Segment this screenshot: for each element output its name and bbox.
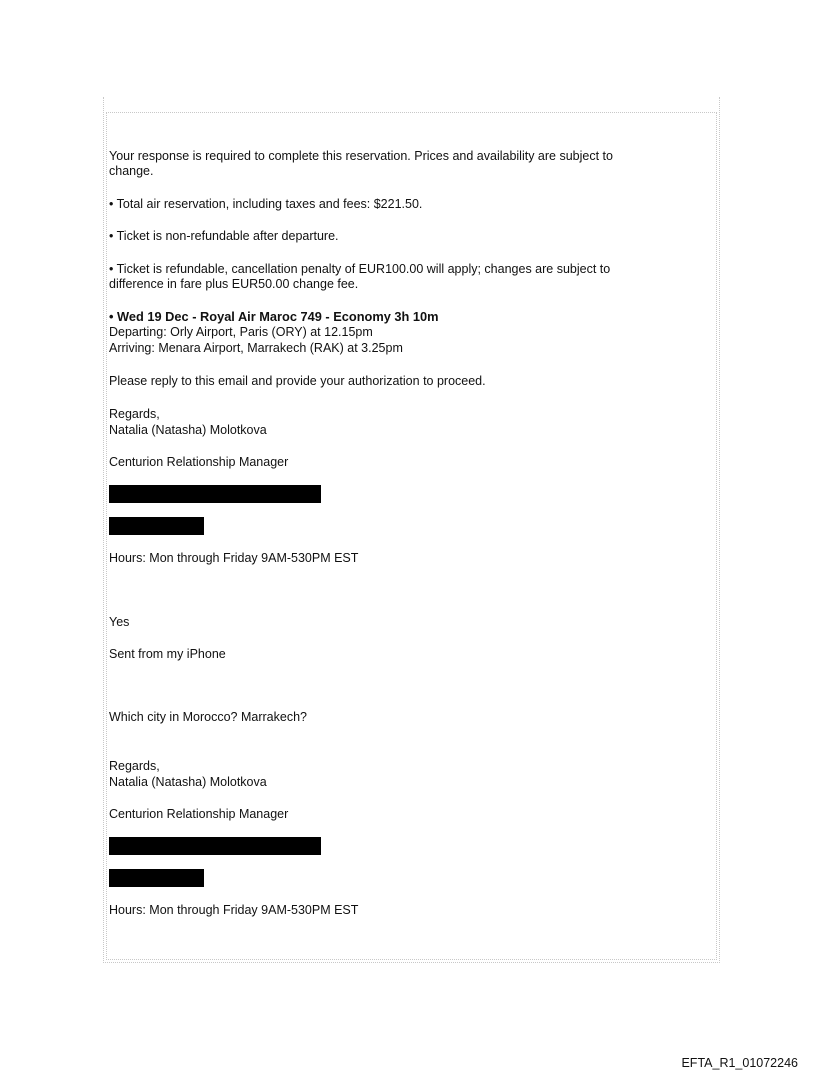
question-city: Which city in Morocco? Marrakech?	[109, 710, 307, 724]
signature-title: Centurion Relationship Manager	[109, 807, 289, 821]
bullet-marker: •	[109, 197, 114, 211]
redaction-bar	[109, 517, 204, 535]
flight-title: • Wed 19 Dec - Royal Air Maroc 749 - Economy 3h 10m	[109, 309, 439, 324]
signature-regards: Regards,	[109, 759, 160, 773]
departing-info: Departing: Orly Airport, Paris (ORY) at 12.15pm	[109, 325, 373, 339]
intro-line-2: change.	[109, 164, 154, 178]
reply-yes: Yes	[109, 615, 130, 629]
signature-hours: Hours: Mon through Friday 9AM-530PM EST	[109, 551, 359, 565]
arriving-info: Arriving: Menara Airport, Marrakech (RAK) at 3.25pm	[109, 341, 403, 355]
sent-from-iphone: Sent from my iPhone	[109, 647, 226, 661]
bullet-marker: •	[109, 229, 114, 243]
bullet-refundable-line-1: • Ticket is refundable, cancellation penalty of EUR100.00 will apply; changes are subject to	[109, 262, 611, 276]
document-id: EFTA_R1_01072246	[681, 1056, 798, 1070]
signature-title: Centurion Relationship Manager	[109, 455, 289, 469]
redaction-bar	[109, 837, 321, 855]
redaction-bar	[109, 485, 321, 503]
redaction-bar	[109, 869, 204, 887]
bullet-total-fare: • Total air reservation, including taxes and fees: $221.50.	[109, 197, 423, 211]
bullet-marker: •	[109, 262, 114, 276]
reply-request: Please reply to this email and provide your authorization to proceed.	[109, 374, 486, 388]
bullet-non-refundable: • Ticket is non-refundable after departure.	[109, 229, 339, 243]
signature-name: Natalia (Natasha) Molotkova	[109, 423, 267, 437]
intro-line-1: Your response is required to complete this reservation. Prices and availability are subject to	[109, 149, 613, 163]
signature-regards: Regards,	[109, 407, 160, 421]
signature-hours: Hours: Mon through Friday 9AM-530PM EST	[109, 903, 359, 917]
signature-name: Natalia (Natasha) Molotkova	[109, 775, 267, 789]
bullet-marker: •	[109, 309, 114, 324]
bullet-refundable-line-2: difference in fare plus EUR50.00 change fee.	[109, 277, 359, 291]
